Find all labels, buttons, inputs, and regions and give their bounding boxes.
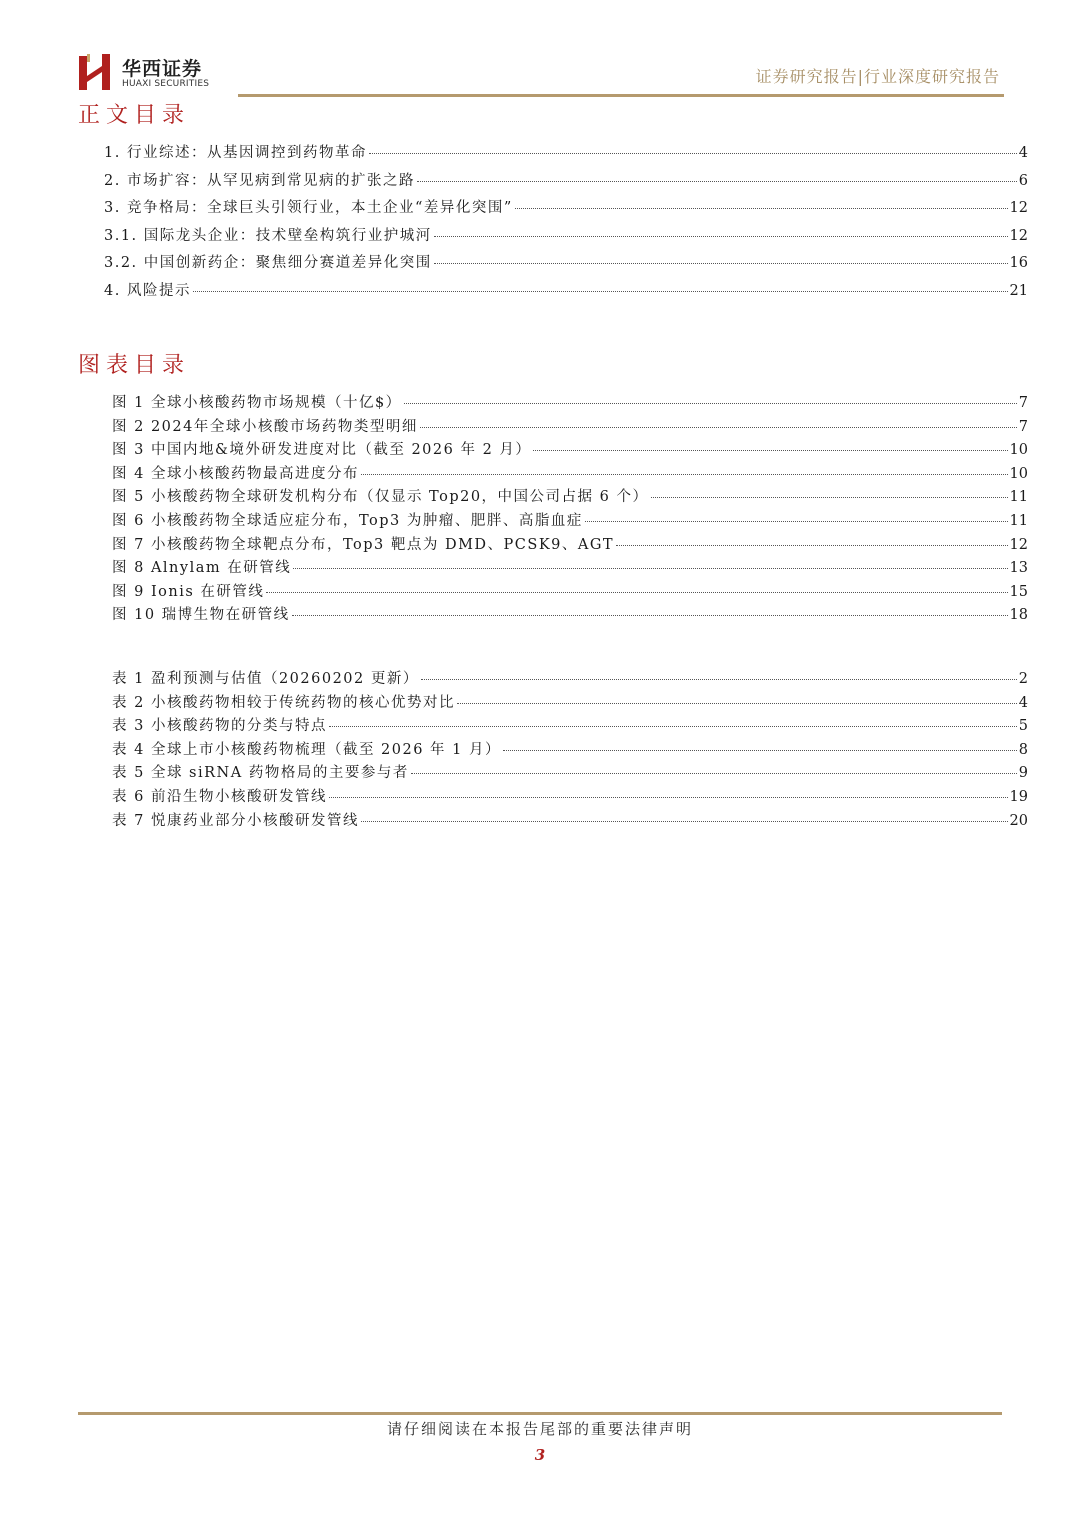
toc-entry-page: 11 <box>1009 489 1028 506</box>
table-entry[interactable] <box>112 714 1028 738</box>
table-entry[interactable] <box>112 809 1028 833</box>
toc-entry-page: 7 <box>1018 418 1028 435</box>
table-entry[interactable] <box>112 738 1028 762</box>
company-logo <box>78 52 218 92</box>
dot-leader <box>329 797 1008 798</box>
toc-entry-page: 8 <box>1018 741 1028 758</box>
dot-leader <box>361 474 1008 475</box>
toc-entry-page: 9 <box>1018 765 1028 782</box>
table-entry[interactable] <box>112 667 1028 691</box>
table-entry[interactable] <box>112 785 1028 809</box>
report-type-label: 证券研究报告|行业深度研究报告 <box>755 67 1000 86</box>
header-divider <box>238 94 1004 97</box>
toc-entry[interactable] <box>104 196 1028 224</box>
toc-entry-label: 图 5 小核酸药物全球研发机构分布（仅显示 Top20，中国公司占据 6 个） <box>112 489 649 506</box>
toc-entry-page: 5 <box>1018 718 1028 735</box>
toc-entry-page: 15 <box>1009 583 1028 600</box>
dot-leader <box>293 568 1007 569</box>
dot-leader <box>420 427 1017 428</box>
toc-entry-label: 图 6 小核酸药物全球适应症分布，Top3 为肿瘤、肥胖、高脂血症 <box>112 512 583 529</box>
toc-entry-page: 20 <box>1009 812 1028 829</box>
dot-leader <box>457 703 1017 704</box>
main-toc-title: 正文目录 <box>78 103 191 128</box>
toc-entry-label: 4. 风险提示 <box>104 282 191 299</box>
huaxi-logo-icon <box>78 52 114 92</box>
toc-entry-label: 3.2. 中国创新药企：聚焦细分赛道差异化突围 <box>104 255 432 272</box>
dot-leader <box>193 291 1008 292</box>
toc-entry-label: 表 6 前沿生物小核酸研发管线 <box>112 788 327 805</box>
figure-entry[interactable] <box>112 485 1028 509</box>
dot-leader <box>411 773 1017 774</box>
toc-entry[interactable] <box>104 224 1028 252</box>
figure-toc-title: 图表目录 <box>78 353 191 378</box>
dot-leader <box>417 181 1017 182</box>
toc-entry-label: 图 7 小核酸药物全球靶点分布，Top3 靶点为 DMD、PCSK9、AGT <box>112 536 615 553</box>
toc-entry-label: 图 1 全球小核酸药物市场规模（十亿$） <box>112 395 402 411</box>
toc-entry-label: 3.1. 国际龙头企业：技术壁垒构筑行业护城河 <box>104 227 432 244</box>
toc-entry-page: 4 <box>1018 145 1028 161</box>
toc-entry[interactable] <box>104 141 1028 169</box>
dot-leader <box>266 592 1007 593</box>
dot-leader <box>404 403 1017 404</box>
figure-entry[interactable] <box>112 509 1028 533</box>
figure-list <box>112 391 1028 627</box>
footer-divider <box>78 1412 1002 1415</box>
toc-entry-page: 6 <box>1018 172 1028 189</box>
toc-entry-page: 16 <box>1009 255 1028 272</box>
toc-entry[interactable] <box>104 279 1028 307</box>
toc-entry-page: 12 <box>1009 200 1028 217</box>
toc-entry-label: 图 9 Ionis 在研管线 <box>112 583 265 600</box>
toc-entry-label: 表 5 全球 siRNA 药物格局的主要参与者 <box>112 765 409 782</box>
toc-entry-label: 表 4 全球上市小核酸药物梳理（截至 2026 年 1 月） <box>112 741 502 758</box>
figure-entry[interactable] <box>112 580 1028 604</box>
figure-entry[interactable] <box>112 603 1028 627</box>
toc-entry-label: 图 8 Alnylam 在研管线 <box>112 560 292 577</box>
toc-entry-page: 7 <box>1018 395 1028 411</box>
toc-entry-page: 11 <box>1009 512 1028 529</box>
dot-leader <box>651 497 1008 498</box>
dot-leader <box>616 545 1007 546</box>
dot-leader <box>329 726 1017 727</box>
logo-text-cn: 华西证券 <box>122 58 203 80</box>
toc-entry-page: 2 <box>1018 671 1028 687</box>
dot-leader <box>292 615 1008 616</box>
dot-leader <box>421 679 1017 680</box>
toc-entry-label: 表 3 小核酸药物的分类与特点 <box>112 718 327 735</box>
figure-entry[interactable] <box>112 438 1028 462</box>
table-entry[interactable] <box>112 761 1028 785</box>
toc-entry-label: 图 10 瑞博生物在研管线 <box>112 607 290 624</box>
logo-text-en: HUAXI SECURITIES <box>122 79 210 89</box>
toc-entry-label: 表 1 盈利预测与估值（20260202 更新） <box>112 671 419 687</box>
toc-entry-page: 18 <box>1009 607 1028 624</box>
toc-entry-page: 12 <box>1009 536 1028 553</box>
dot-leader <box>361 821 1008 822</box>
toc-entry-label: 1. 行业综述：从基因调控到药物革命 <box>104 145 367 161</box>
toc-entry-label: 图 3 中国内地&境外研发进度对比（截至 2026 年 2 月） <box>112 442 532 459</box>
page-number: 3 <box>534 1446 546 1464</box>
toc-entry-page: 10 <box>1009 465 1028 482</box>
table-list <box>112 667 1028 832</box>
dot-leader <box>585 521 1008 522</box>
figure-entry[interactable] <box>112 533 1028 557</box>
report-header <box>78 48 1004 98</box>
toc-entry[interactable] <box>104 169 1028 197</box>
main-toc-list <box>104 141 1028 307</box>
toc-entry-label: 图 2 2024年全球小核酸市场药物类型明细 <box>112 418 418 435</box>
figure-entry[interactable] <box>112 391 1028 415</box>
toc-entry-label: 2. 市场扩容：从罕见病到常见病的扩张之路 <box>104 172 415 189</box>
dot-leader <box>515 208 1008 209</box>
dot-leader <box>434 236 1008 237</box>
table-entry[interactable] <box>112 691 1028 715</box>
dot-leader <box>434 263 1008 264</box>
toc-entry-label: 表 2 小核酸药物相较于传统药物的核心优势对比 <box>112 694 455 711</box>
toc-entry-page: 21 <box>1009 282 1028 299</box>
figure-entry[interactable] <box>112 462 1028 486</box>
toc-entry-label: 3. 竞争格局：全球巨头引领行业，本土企业“差异化突围” <box>104 200 513 217</box>
toc-entry-page: 13 <box>1009 560 1028 577</box>
figure-entry[interactable] <box>112 415 1028 439</box>
dot-leader <box>503 750 1017 751</box>
toc-entry-page: 19 <box>1009 788 1028 805</box>
toc-entry-page: 4 <box>1018 694 1028 711</box>
dot-leader <box>369 153 1017 154</box>
figure-entry[interactable] <box>112 556 1028 580</box>
toc-entry-label: 表 7 悦康药业部分小核酸研发管线 <box>112 812 359 829</box>
toc-entry-label: 图 4 全球小核酸药物最高进度分布 <box>112 465 359 482</box>
toc-entry-page: 10 <box>1009 442 1028 459</box>
toc-entry[interactable] <box>104 251 1028 279</box>
dot-leader <box>533 450 1007 451</box>
legal-disclaimer-note: 请仔细阅读在本报告尾部的重要法律声明 <box>386 1420 693 1438</box>
toc-entry-page: 12 <box>1009 227 1028 244</box>
